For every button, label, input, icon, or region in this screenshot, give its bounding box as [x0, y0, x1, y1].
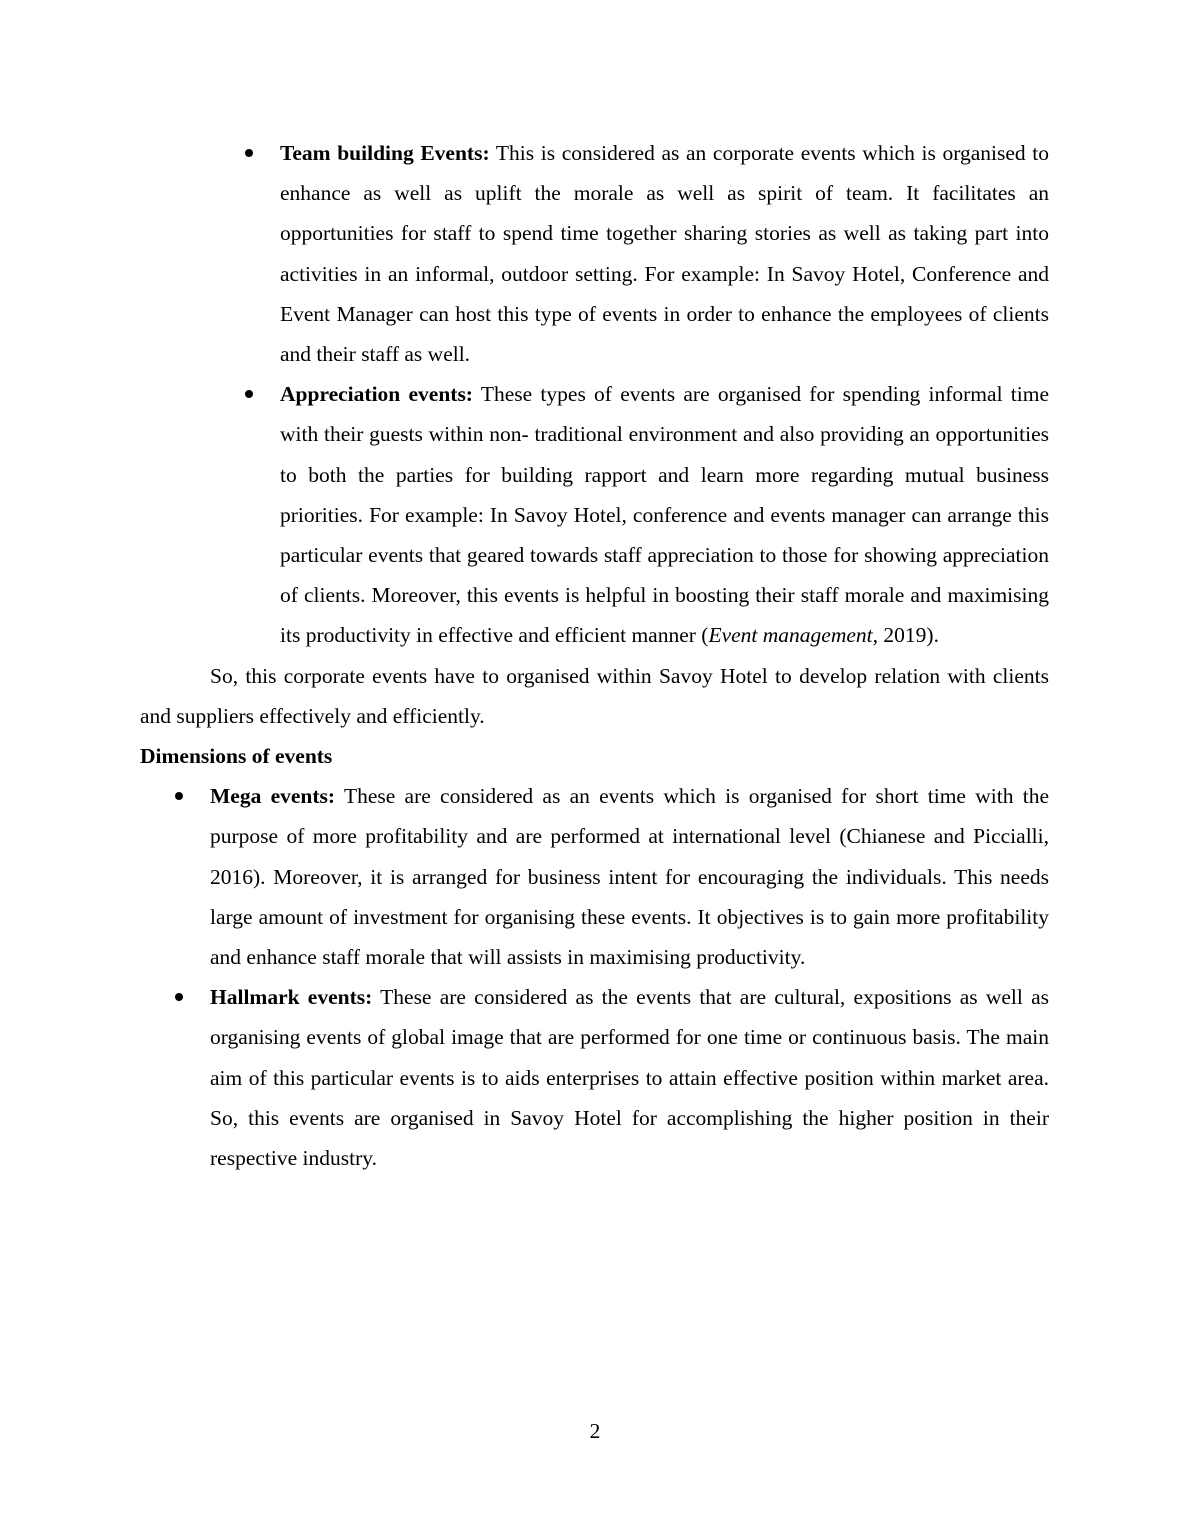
page-body: [140, 133, 1049, 1178]
bullet-icon: [175, 993, 183, 1001]
conclusion-paragraph: So, this corporate events have to organised within Savoy Hotel to develop relation with clients and suppliers effectively and efficiently.: [140, 663, 1049, 728]
bullet-term: Hallmark events:: [210, 985, 373, 1010]
bullet-text: These are considered as an events which is organised for short time with the purpose of more profitability and are performed at international level (Chianese and Piccialli, 2016). Moreover, it is arranged for business intent for encouraging the individuals. This needs large amount of investment for organising these events. It objectives is to gain more profitability and enhance staff morale that will assists in maximising productivity.: [210, 784, 1049, 970]
bullet-term: Appreciation events:: [280, 382, 473, 407]
bullet-text: This is considered as an corporate events which is organised to enhance as well as uplift the morale as well as spirit of team. It facilitates an opportunities for staff to spend time together sharing stories as well as taking part into activities in an informal, outdoor setting. For example: In Savoy Hotel, Conference and Event Manager can host this type of events in order to enhance the employees of clients and their staff as well.: [280, 141, 1049, 367]
bullet-term: Team building Events:: [280, 141, 490, 165]
bullet-icon: [245, 149, 253, 157]
list-item-team-building: [140, 133, 1049, 374]
citation-title: Event management,: [708, 623, 879, 648]
dimensions-list: [140, 776, 1049, 1178]
bullet-icon: [175, 792, 183, 800]
bullet-term: Mega events:: [210, 784, 336, 809]
list-item-hallmark-events: [140, 977, 1049, 1178]
citation-year: 2019).: [878, 623, 939, 648]
corporate-events-list: [140, 133, 1049, 656]
bullet-icon: [245, 390, 253, 398]
bullet-text: These types of events are organised for spending informal time with their guests within non- traditional environment and also providing an opportunities to both the parties for building rapport and learn more regarding mutual business priorities. For example: In Savoy Hotel, conference and events manager can arrange this particular events that geared towards staff appreciation to those for showing appreciation of clients. Moreover, this events is helpful in boosting their staff morale and maximising its productivity in effective and efficient manner (: [280, 382, 1049, 648]
section-heading: Dimensions of events: [140, 744, 333, 769]
bullet-text: These are considered as the events that are cultural, expositions as well as organising events of global image that are performed for one time or continuous basis. The main aim of this particular events is to aids enterprises to attain effective position within market area. So, this events are organised in Savoy Hotel for accomplishing the higher position in their respective industry.: [210, 985, 1050, 1171]
page-number: 2: [589, 1419, 601, 1443]
list-item-appreciation: [140, 374, 1049, 655]
list-item-mega-events: [140, 776, 1049, 977]
